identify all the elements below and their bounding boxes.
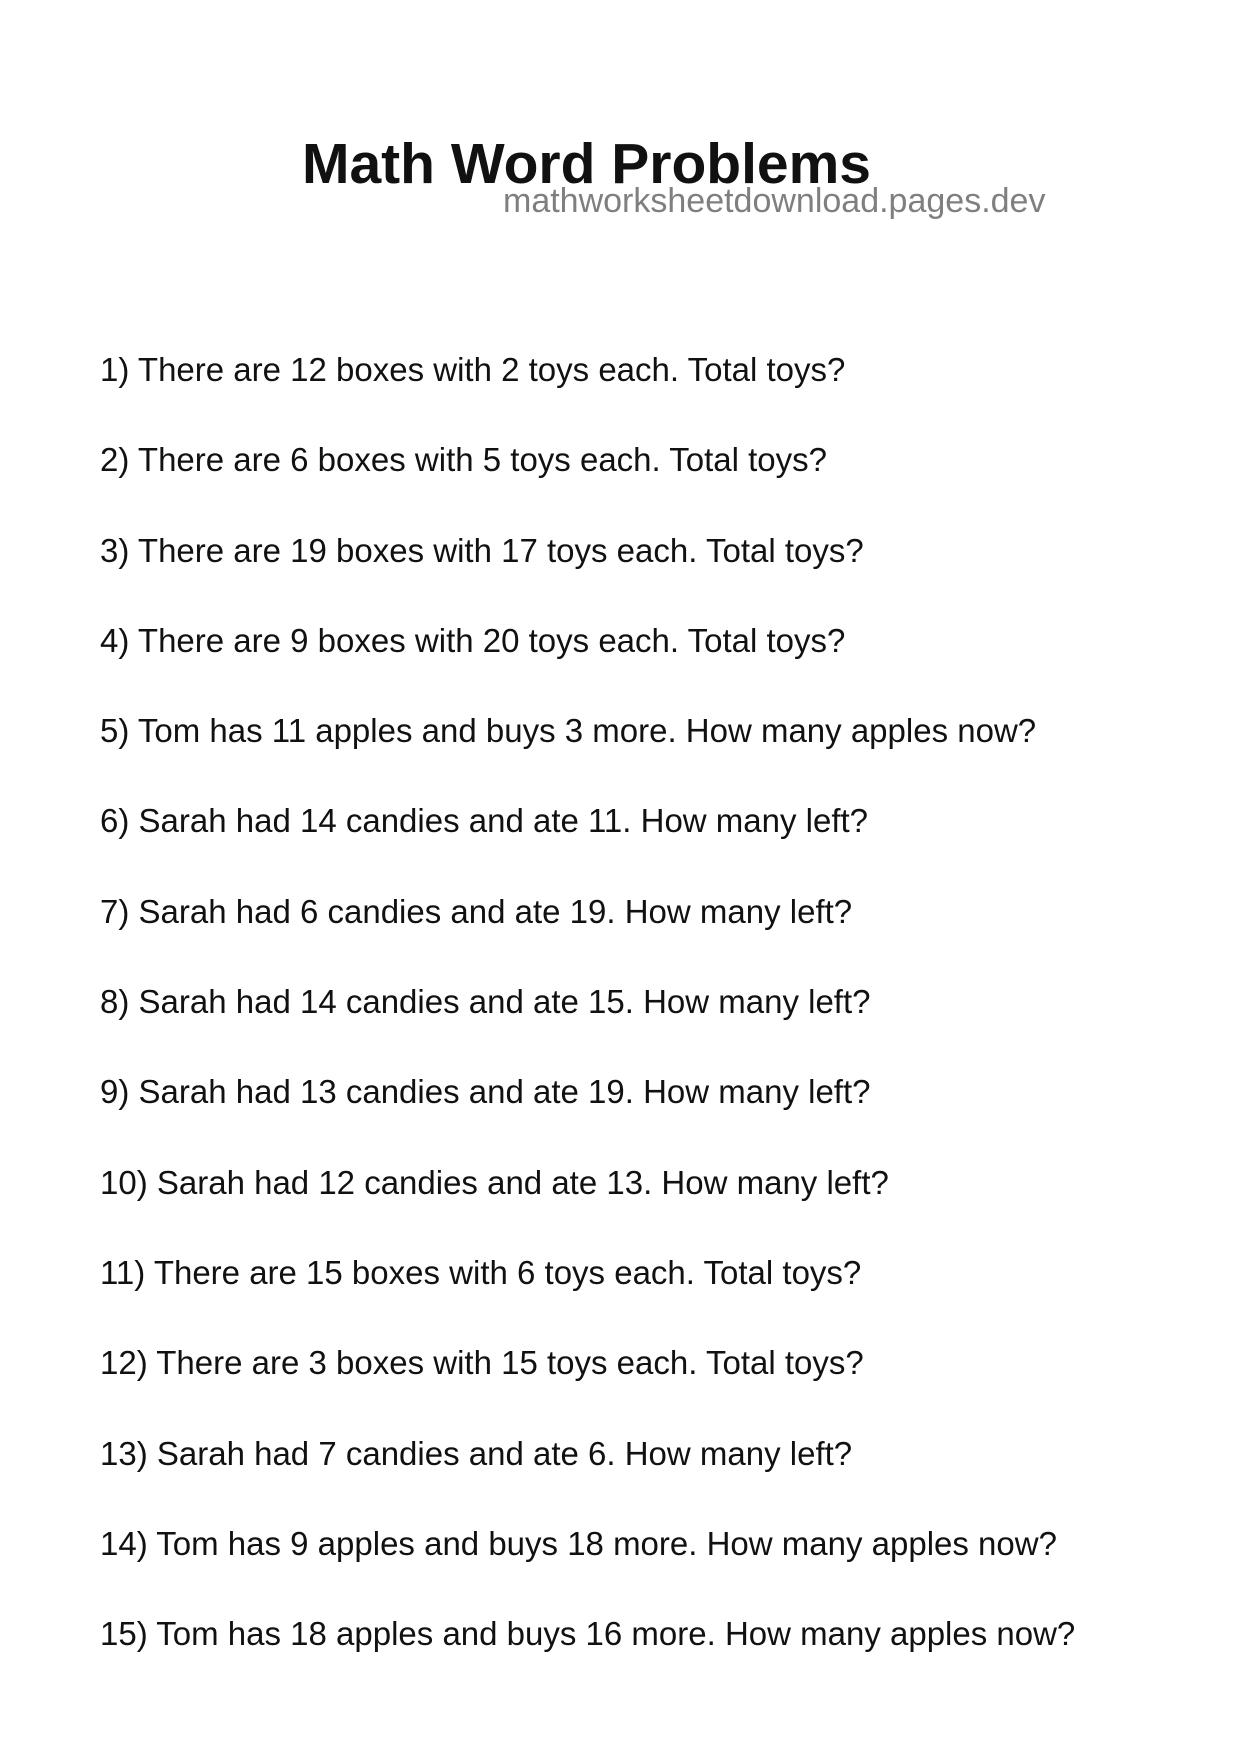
problem-item: 15) Tom has 18 apples and buys 16 more. How many apples now? — [100, 1615, 1076, 1653]
problem-item: 12) There are 3 boxes with 15 toys each. Total toys? — [100, 1344, 864, 1382]
problem-item: 7) Sarah had 6 candies and ate 19. How many left? — [100, 892, 853, 930]
source-url: mathworksheetdownload.pages.dev — [503, 182, 1046, 220]
problem-item: 1) There are 12 boxes with 2 toys each. Total toys? — [100, 351, 846, 388]
problem-list — [100, 350, 1075, 1704]
problem-item: 3) There are 19 boxes with 17 toys each. Total toys? — [100, 531, 864, 569]
problem-item: 11) There are 15 boxes with 6 toys each. Total toys? — [100, 1253, 862, 1291]
problem-item: 10) Sarah had 12 candies and ate 13. How many left? — [100, 1163, 889, 1201]
problem-item: 2) There are 6 boxes with 5 toys each. Total toys? — [100, 441, 828, 479]
page-title: Math Word Problems — [302, 132, 871, 197]
problem-item: 8) Sarah had 14 candies and ate 15. How many left? — [100, 983, 871, 1021]
problem-item: 14) Tom has 9 apples and buys 18 more. How many apples now? — [100, 1524, 1057, 1562]
problem-item: 13) Sarah had 7 candies and ate 6. How many left? — [100, 1434, 853, 1472]
problem-item: 5) Tom has 11 apples and buys 3 more. How many apples now? — [100, 712, 1037, 750]
problem-item: 4) There are 9 boxes with 20 toys each. Total toys? — [100, 621, 846, 659]
problem-item: 9) Sarah had 13 candies and ate 19. How many left? — [100, 1073, 871, 1111]
problem-item: 6) Sarah had 14 candies and ate 11. How many left? — [100, 802, 869, 840]
